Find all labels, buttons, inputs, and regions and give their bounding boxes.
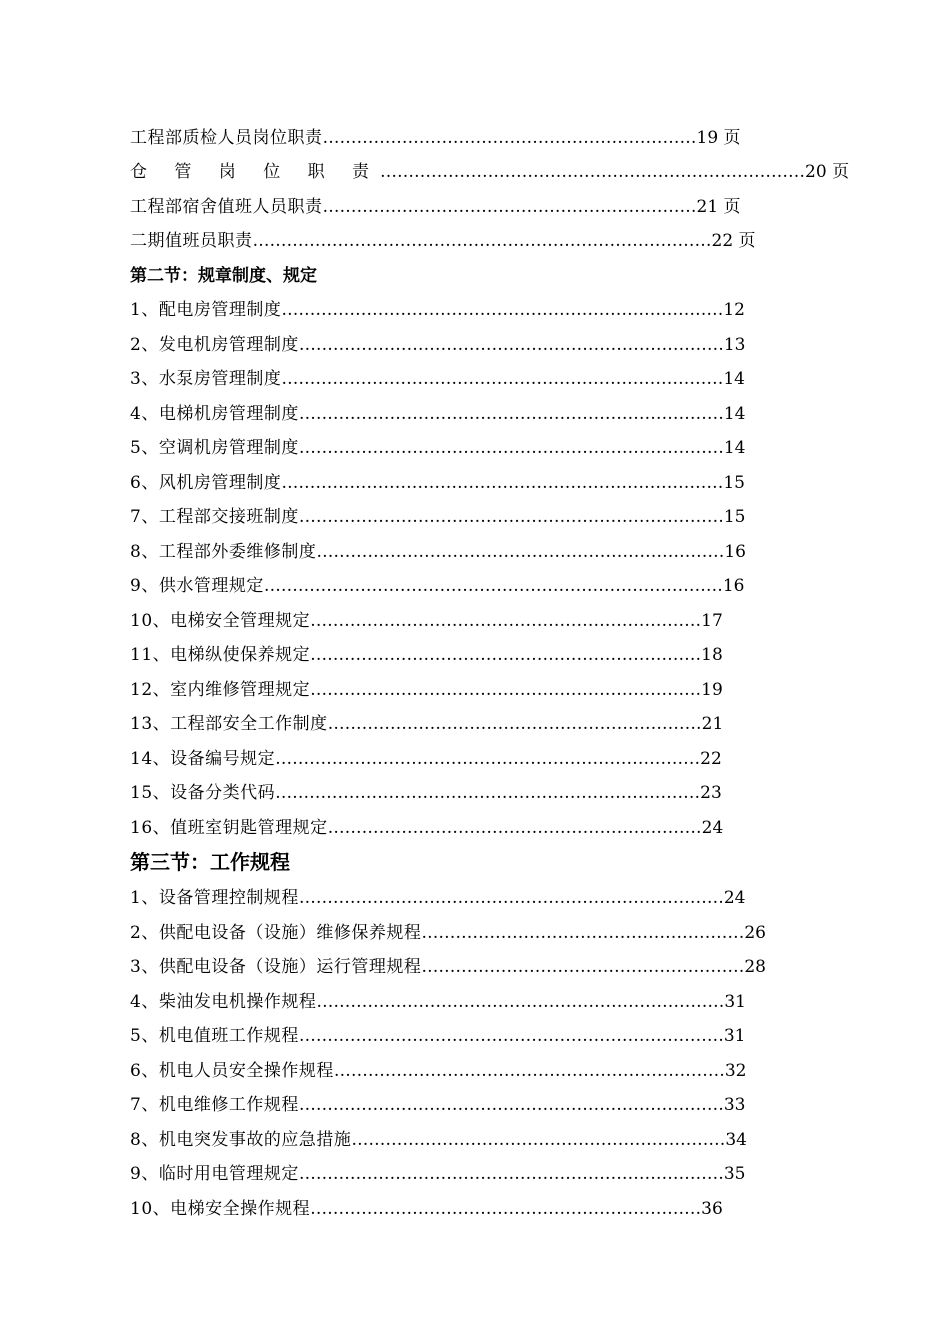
toc-entry xyxy=(130,1127,747,1153)
toc-entry-leader: ………………………………………………… xyxy=(421,923,745,943)
toc-entry xyxy=(130,366,745,392)
toc-entry xyxy=(130,539,746,565)
toc-entry-leader: ………………………………………………………………… xyxy=(380,162,806,182)
toc-entry-page: 17 xyxy=(701,611,723,631)
toc-entry xyxy=(130,1058,746,1084)
toc-entry-leader: …………………………………………………………………… xyxy=(281,473,724,493)
toc-entry-title: 10、电梯安全管理规定 xyxy=(130,611,311,631)
toc-entry xyxy=(130,677,723,703)
toc-entry xyxy=(130,435,745,461)
toc-entry-page: 31 xyxy=(724,992,746,1012)
section-heading: 第三节：工作规程 xyxy=(130,850,290,874)
toc-entry-page: 14 xyxy=(723,404,746,424)
toc-entry-leader: …………………………………………………………… xyxy=(310,1199,702,1219)
toc-entry-page: 20 页 xyxy=(805,162,850,182)
toc-entry-title: 9、临时用电管理规定 xyxy=(130,1164,299,1184)
toc-entry-page: 23 xyxy=(700,783,722,803)
toc-entry-title: 7、机电维修工作规程 xyxy=(130,1095,299,1115)
toc-entry-title: 11、电梯纵使保养规定 xyxy=(130,645,311,665)
toc-entry-page: 13 xyxy=(723,335,746,355)
toc-entry-title: 2、供配电设备（设施）维修保养规程 xyxy=(130,923,422,943)
toc-entry-title: 9、供水管理规定 xyxy=(130,576,264,596)
toc-entry-leader: ……………………………………………………………… xyxy=(316,542,725,562)
toc-entry-page: 21 页 xyxy=(696,197,741,217)
toc-entry-title: 8、工程部外委维修制度 xyxy=(130,542,317,562)
toc-entry-page: 21 xyxy=(701,714,724,734)
toc-entry xyxy=(130,920,766,946)
toc-entry-leader: ……………………………………………………………………… xyxy=(263,576,723,596)
toc-entry xyxy=(130,1023,745,1049)
toc-entry xyxy=(130,1092,745,1118)
toc-entry xyxy=(130,1161,745,1187)
toc-entry xyxy=(130,746,722,772)
toc-entry-leader: ………………………………………………………………… xyxy=(275,783,701,803)
toc-entry-leader: ………………………………………………………………… xyxy=(298,1095,724,1115)
toc-entry-title: 3、水泵房管理制度 xyxy=(130,369,282,389)
toc-entry-page: 14 xyxy=(723,369,745,389)
toc-entry-leader: …………………………………………………………… xyxy=(310,645,702,665)
toc-entry-page: 22 xyxy=(700,749,722,769)
toc-entry-title: 5、空调机房管理制度 xyxy=(130,438,299,458)
toc-entry-title: 10、电梯安全操作规程 xyxy=(130,1199,311,1219)
toc-entry-title: 13、工程部安全工作制度 xyxy=(130,714,328,734)
toc-entry-title: 16、值班室钥匙管理规定 xyxy=(130,818,328,838)
toc-entry-leader: …………………………………………………………… xyxy=(333,1061,725,1081)
toc-entry-leader: ………………………………………………………………… xyxy=(298,404,724,424)
toc-entry-page: 32 xyxy=(724,1061,747,1081)
toc-entry-leader: ………………………………………………………………… xyxy=(298,507,724,527)
toc-entry-leader: ………………………………………………………………… xyxy=(298,1164,724,1184)
toc-entry-page: 24 xyxy=(701,818,724,838)
toc-entry-leader: …………………………………………………………………… xyxy=(281,300,724,320)
toc-entry xyxy=(130,815,723,841)
toc-entry-leader: ………………………………………………………………… xyxy=(298,1026,724,1046)
toc-entry xyxy=(130,989,746,1015)
toc-entry-leader: ………………………………………………………… xyxy=(322,197,697,217)
toc-entry-page: 19 xyxy=(701,680,723,700)
toc-entry-leader: ……………………………………………………………………… xyxy=(252,231,712,251)
toc-entry-page: 16 xyxy=(722,576,745,596)
toc-entry-title: 5、机电值班工作规程 xyxy=(130,1026,299,1046)
toc-entry xyxy=(130,125,741,151)
toc-entry-page: 22 页 xyxy=(711,231,756,251)
toc-entry-leader: ………………………………………………… xyxy=(421,957,745,977)
toc-entry xyxy=(130,1196,723,1222)
toc-entry xyxy=(130,194,741,220)
toc-entry-page: 16 xyxy=(724,542,746,562)
toc-entry-page: 36 xyxy=(701,1199,723,1219)
toc-entry-title: 工程部质检人员岗位职责 xyxy=(130,128,323,148)
toc-entry xyxy=(130,885,745,911)
toc-entry-title: 12、室内维修管理规定 xyxy=(130,680,311,700)
toc-entry xyxy=(130,159,849,185)
toc-entry-title: 二期值班员职责 xyxy=(130,231,253,251)
toc-entry-page: 15 xyxy=(723,473,745,493)
toc-entry xyxy=(130,711,723,737)
toc-entry-page: 15 xyxy=(723,507,746,527)
toc-entry xyxy=(130,573,744,599)
toc-entry xyxy=(130,780,722,806)
toc-entry-page: 33 xyxy=(723,1095,746,1115)
toc-entry-title: 8、机电突发事故的应急措施 xyxy=(130,1130,352,1150)
toc-entry-title: 6、风机房管理制度 xyxy=(130,473,282,493)
toc-entry xyxy=(130,608,723,634)
toc-entry-title: 6、机电人员安全操作规程 xyxy=(130,1061,334,1081)
toc-entry-page: 35 xyxy=(723,1164,746,1184)
toc-entry-page: 24 xyxy=(723,888,746,908)
toc-entry xyxy=(130,401,745,427)
toc-entry-leader: …………………………………………………………… xyxy=(310,611,702,631)
toc-entry-page: 34 xyxy=(725,1130,747,1150)
toc-entry-leader: ………………………………………………………… xyxy=(351,1130,726,1150)
toc-entry xyxy=(130,228,756,254)
toc-entry-leader: ………………………………………………………………… xyxy=(298,888,724,908)
toc-entry xyxy=(130,470,745,496)
toc-entry-leader: …………………………………………………………… xyxy=(310,680,702,700)
toc-entry-leader: ………………………………………………………………… xyxy=(298,335,724,355)
toc-entry-leader: ……………………………………………………………… xyxy=(316,992,725,1012)
toc-entry-page: 12 xyxy=(723,300,745,320)
toc-entry-leader: ………………………………………………………………… xyxy=(275,749,701,769)
toc-entry xyxy=(130,642,723,668)
toc-entry-title: 14、设备编号规定 xyxy=(130,749,276,769)
toc-entry-title: 工程部宿舍值班人员职责 xyxy=(130,197,323,217)
toc-entry-leader: ………………………………………………………… xyxy=(322,128,697,148)
toc-entry-page: 28 xyxy=(744,957,766,977)
toc-entry-leader: …………………………………………………………………… xyxy=(281,369,724,389)
toc-entry-title: 2、发电机房管理制度 xyxy=(130,335,299,355)
toc-entry-page: 18 xyxy=(701,645,723,665)
toc-entry-page: 19 页 xyxy=(696,128,741,148)
toc-entry xyxy=(130,297,745,323)
toc-entry-title: 4、电梯机房管理制度 xyxy=(130,404,299,424)
toc-entry-title: 15、设备分类代码 xyxy=(130,783,276,803)
toc-entry-page: 31 xyxy=(723,1026,746,1046)
toc-entry xyxy=(130,504,745,530)
toc-entry-title: 1、设备管理控制规程 xyxy=(130,888,299,908)
toc-entry-leader: ………………………………………………………… xyxy=(327,818,702,838)
section-heading: 第二节：规章制度、规定 xyxy=(130,266,317,286)
toc-entry-title: 仓 管 岗 位 职 责 xyxy=(130,162,381,182)
toc-entry xyxy=(130,954,766,980)
toc-entry-title: 7、工程部交接班制度 xyxy=(130,507,299,527)
toc-entry-title: 1、配电房管理制度 xyxy=(130,300,282,320)
toc-entry xyxy=(130,332,745,358)
toc-entry-page: 14 xyxy=(723,438,746,458)
toc-entry-page: 26 xyxy=(744,923,766,943)
toc-entry-title: 3、供配电设备（设施）运行管理规程 xyxy=(130,957,422,977)
toc-entry-title: 4、柴油发电机操作规程 xyxy=(130,992,317,1012)
toc-entry-leader: ………………………………………………………… xyxy=(327,714,702,734)
toc-entry-leader: ………………………………………………………………… xyxy=(298,438,724,458)
